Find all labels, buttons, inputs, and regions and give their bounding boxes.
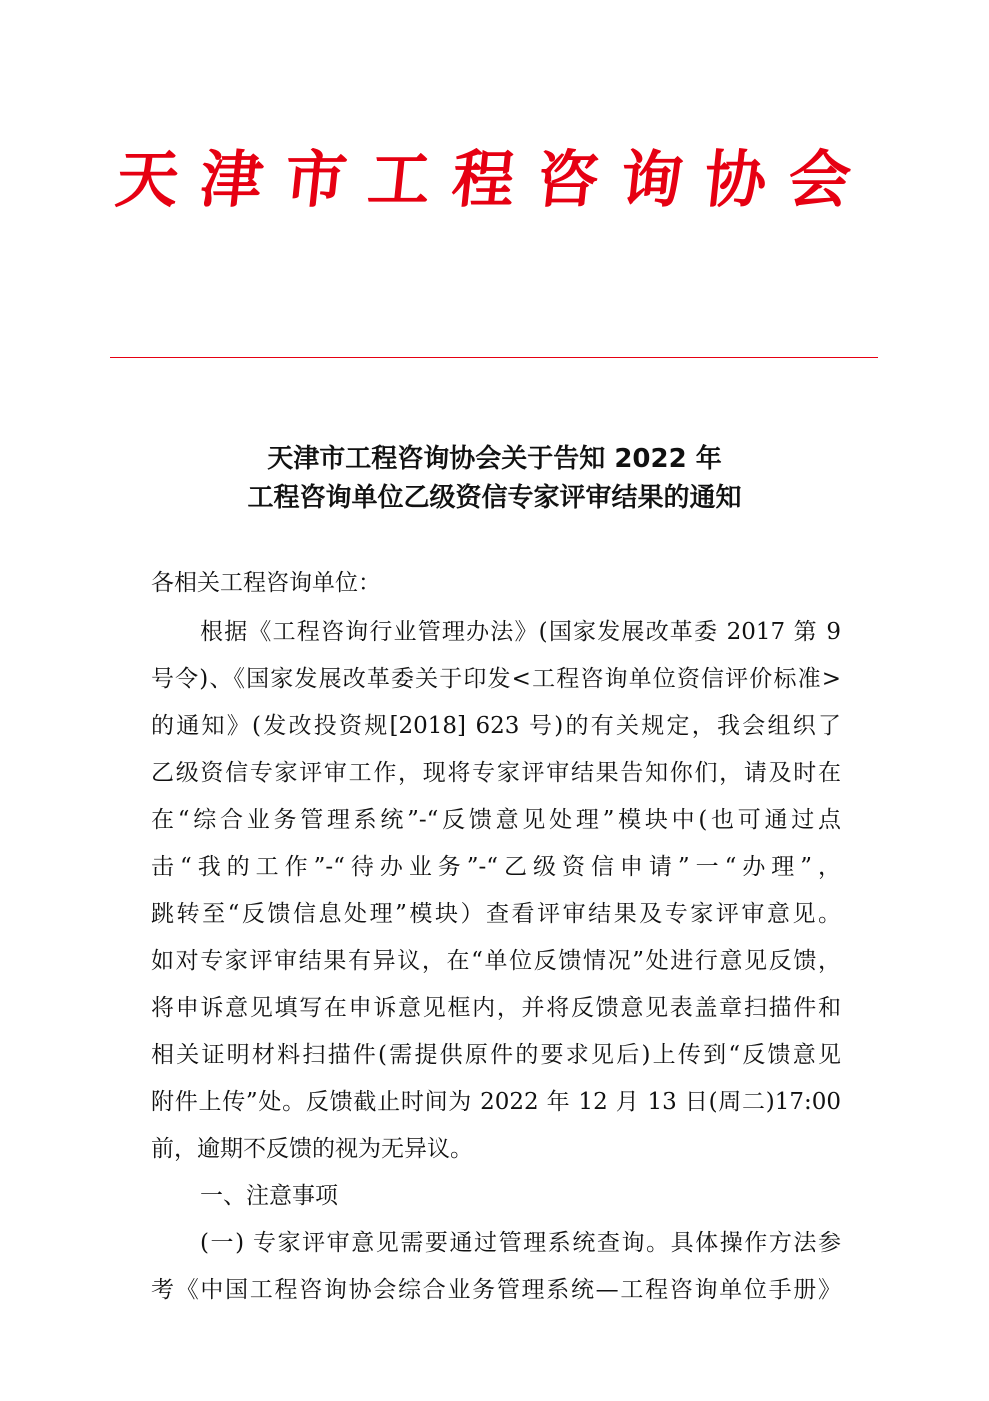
body-line: 考《中国工程咨询协会综合业务管理系统—工程咨询单位手册》 <box>151 1277 841 1303</box>
document-title-line-2: 工程咨询单位乙级资信专家评审结果的通知 <box>247 483 742 513</box>
body-line: 乙级资信专家评审工作，现将专家评审结果告知你们，请及时在 <box>151 760 841 786</box>
body-line: (一) 专家评审意见需要通过管理系统查询。具体操作方法参 <box>200 1230 841 1256</box>
document-title-line-1: 天津市工程咨询协会关于告知 2022 年 <box>267 444 722 474</box>
body-line: 号令)、《国家发展改革委关于印发<工程咨询单位资信评价标准> <box>151 666 841 692</box>
body-line: 在“综合业务管理系统”-“反馈意见处理”模块中(也可通过点 <box>151 807 841 833</box>
body-line: 如对专家评审结果有异议，在“单位反馈情况”处进行意见反馈， <box>151 948 841 974</box>
body-line: 根据《工程咨询行业管理办法》(国家发展改革委 2017 第 9 <box>200 619 841 645</box>
salutation: 各相关工程咨询单位： <box>151 570 381 596</box>
body-line: 跳转至“反馈信息处理”模块）查看评审结果及专家评审意见。 <box>151 901 841 927</box>
masthead-org-name: 天津市工程咨询协会 <box>112 143 877 216</box>
body-line: 相关证明材料扫描件(需提供原件的要求见后)上传到“反馈意见 <box>151 1042 841 1068</box>
section-heading: 一、注意事项 <box>200 1183 338 1209</box>
body-line: 前，逾期不反馈的视为无异议。 <box>151 1136 473 1162</box>
body-line: 附件上传”处。反馈截止时间为 2022 年 12 月 13 日(周二)17:00 <box>151 1089 841 1115</box>
body-line: 击“我的工作”-“待办业务”-“乙级资信申请”一“办理”， <box>151 854 841 880</box>
body-line: 将申诉意见填写在申诉意见框内，并将反馈意见表盖章扫描件和 <box>151 995 841 1021</box>
body-line: 的通知》(发改投资规[2018] 623 号)的有关规定，我会组织了 <box>151 713 841 739</box>
header-divider <box>110 357 878 358</box>
